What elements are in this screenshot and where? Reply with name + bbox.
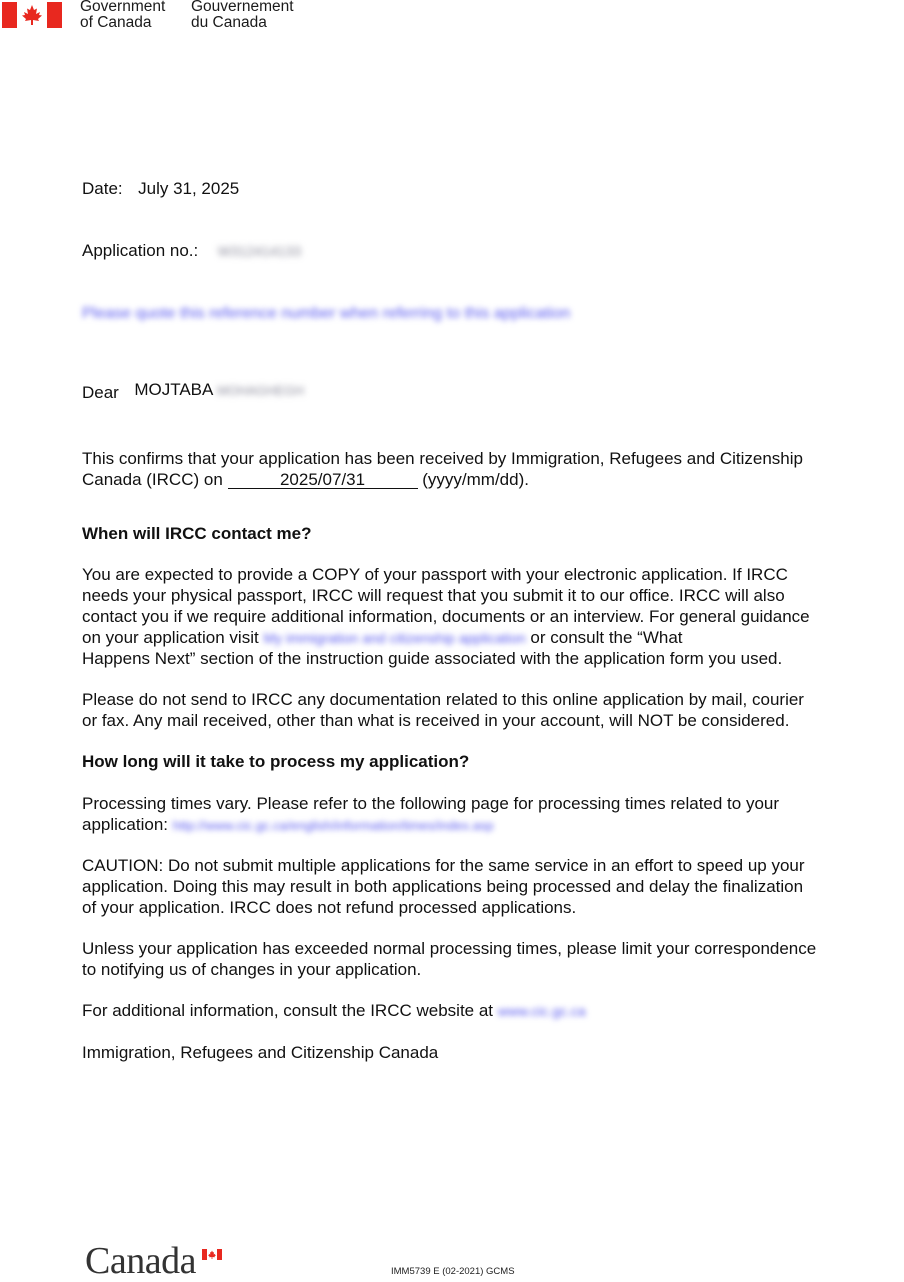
confirm-line-1: This confirms that your application has been received by Immigration, Refugees and Citizenship xyxy=(82,449,803,468)
canada-flag-icon xyxy=(2,2,62,28)
my-application-link[interactable]: My immigration and citizenship application xyxy=(263,630,526,646)
additional-info-prefix: For additional information, consult the IRCC website at xyxy=(82,1001,498,1020)
confirm-line-2 xyxy=(82,469,529,490)
recipient-first-name: MOJTABA xyxy=(134,380,213,399)
process-line-2 xyxy=(82,814,494,836)
contact-line-4 xyxy=(82,627,683,649)
date-line xyxy=(82,178,239,199)
caution-line-2: application. Doing this may result in both applications being processed and delay the finalization xyxy=(82,877,804,896)
process-line-2-prefix: application: xyxy=(82,815,173,834)
caution-line-3: of your application. IRCC does not refund processed applications. xyxy=(82,898,577,917)
correspondence-line-2: to notifying us of changes in your application. xyxy=(82,960,422,979)
caution-line-1: CAUTION: Do not submit multiple applications for the same service in an effort to speed up your xyxy=(82,856,805,875)
received-date-field: 2025/07/31 xyxy=(228,471,418,489)
confirm-line-2-prefix: Canada (IRCC) on xyxy=(82,470,228,489)
date-label: Date: xyxy=(82,179,123,198)
contact-line-1: You are expected to provide a COPY of your passport with your electronic application. If IRCC xyxy=(82,565,788,584)
processing-times-link[interactable]: http://www.cic.gc.ca/english/information/times/index.asp xyxy=(172,818,494,833)
heading-contact: When will IRCC contact me? xyxy=(82,524,312,543)
contact-line-4-suffix: or consult the “What xyxy=(525,628,683,647)
dear-label: Dear xyxy=(82,383,119,402)
application-number-line xyxy=(82,240,301,262)
application-number-value: W312414133 xyxy=(217,243,302,259)
mail-line-2: or fax. Any mail received, other than what is received in your account, will NOT be considered. xyxy=(82,711,790,730)
gouvernement-du-canada-label: Gouvernement du Canada xyxy=(191,0,294,31)
correspondence-line-1: Unless your application has exceeded normal processing times, please limit your correspondence xyxy=(82,939,817,958)
recipient-last-name: MOHAGHEGH xyxy=(217,383,304,398)
reference-note xyxy=(82,302,570,324)
date-format-hint: (yyyy/mm/dd). xyxy=(422,470,529,489)
wordmark-flag-icon xyxy=(202,1249,222,1260)
form-code: IMM5739 E (02-2021) GCMS xyxy=(391,1266,515,1277)
contact-line-2: needs your physical passport, IRCC will request that you submit it to our office. IRCC will also xyxy=(82,586,785,605)
date-value: July 31, 2025 xyxy=(138,179,240,198)
signature: Immigration, Refugees and Citizenship Canada xyxy=(82,1043,439,1062)
contact-line-3: contact you if we require additional information, documents or an interview. For general guidance xyxy=(82,607,810,626)
reference-note-text: Please quote this reference number when referring to this application xyxy=(82,305,571,322)
additional-info-line xyxy=(82,1000,586,1022)
contact-line-4-prefix: on your application visit xyxy=(82,628,264,647)
heading-processing-time: How long will it take to process my application? xyxy=(82,752,470,771)
ircc-website-link[interactable]: www.cic.gc.ca xyxy=(497,1003,586,1019)
canada-wordmark-logo: Canada xyxy=(85,1240,196,1282)
government-of-canada-label: Government of Canada xyxy=(80,0,166,31)
contact-line-5: Happens Next” section of the instruction guide associated with the application form you used. xyxy=(82,649,783,668)
application-number-label: Application no.: xyxy=(82,241,199,260)
mail-line-1: Please do not send to IRCC any documentation related to this online application by mail, courier xyxy=(82,690,804,709)
process-line-1: Processing times vary. Please refer to the following page for processing times related to your xyxy=(82,794,780,813)
salutation-line xyxy=(82,379,304,401)
